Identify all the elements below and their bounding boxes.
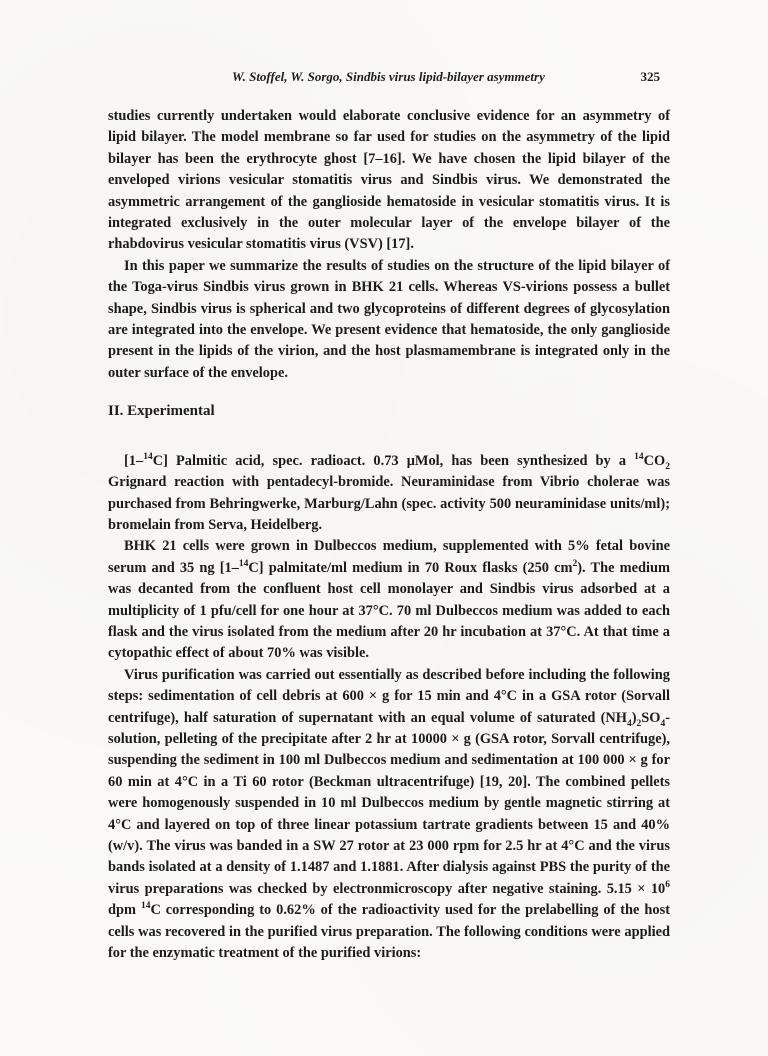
body-text	[108, 106, 670, 964]
running-title: W. Stoffel, W. Sorgo, Sindbis virus lipid-bilayer asymmetry	[232, 69, 545, 84]
spacer	[108, 439, 670, 451]
intro-paragraph-2: In this paper we summarize the results of studies on the structure of the lipid bilayer of the Toga-virus Sindbis virus grown in BHK 21 cells. Whereas VS-virions possess a bullet shape, Sindbis virus is spherical and two glycoproteins of different degrees of glycosylation are integrated into the envelope. We present evidence that hematoside, the only ganglioside present in the lipids of the virion, and the host plasmamembrane is integrated only in the outer surface of the envelope.	[108, 257, 670, 381]
page-header	[232, 69, 660, 89]
section-heading: II. Experimental	[108, 403, 215, 420]
experimental-paragraph-2: BHK 21 cells were grown in Dulbeccos medium, supplemented with 5% fetal bovine serum and 35 ng [1–$^{14}$C] palmitate/ml medium in 70 Roux flasks (250 $cm^2$). The medium was decanted from the confluent host cell monolayer and Sindbis virus adsorbed at a multiplicity of 1 pfu/cell for one hour at 37°C. 70 ml Dulbeccos medium was added to each flask and the virus isolated from the medium after 20 hr incubation at 37°C. At that time a cytopathic effect of about 70% was visible.	[108, 538, 670, 662]
experimental-paragraph-1: [1–$^{14}$C] Palmitic acid, spec. radioact. 0.73 μMol, has been synthesized by a $^{14}CO_2$ Grignard reaction with pentadecyl-bromide. Neuraminidase from Vibrio cholerae was purchased from Behringwerke, Marburg/Lahn (spec. activity 500 neuraminidase units/ml); bromelain from Serva, Heidelberg.	[108, 451, 670, 533]
experimental-paragraph-3: Virus purification was carried out essentially as described before including the following steps: sedimentation of cell debris at 600 × g for 15 min and 4°C in a GSA rotor (Sorvall centrifuge), half saturation of supernatant with an equal volume of saturated $(NH_4)_2SO_4$-solution, pelleting of the precipitate after 2 hr at 10000 × g (GSA rotor, Sorvall centrifuge), suspending the sediment in 100 ml Dulbeccos medium and sedimentation at 100 000 × g for 60 min at 4°C in a Ti 60 rotor (Beckman ultracentrifuge) [19, 20]. The combined pellets were homogenously suspended in 10 ml Dulbeccos medium by gentle magnetic stirring at 4°C and layered on top of three linear potassium tartrate gradients between 15 and 40% (w/v). The virus was banded in a SW 27 rotor at 23 000 rpm for 2.5 hr at 4°C and the virus bands isolated at a density of 1.1487 and 1.1881. After dialysis against PBS the purity of the virus preparations was checked by electronmicroscopy after negative staining. $5.15 \times 10^6$ dpm $^{14}$C corresponding to 0.62% of the radioactivity used for the prelabelling of the host cells was recovered in the purified virus preparation. The following conditions were applied for the enzymatic treatment of the purified virions:	[108, 666, 670, 962]
intro-paragraph-1: studies currently undertaken would elaborate conclusive evidence for an asymmetry of lipid bilayer. The model membrane so far used for studies on the asymmetry of the lipid bilayer has been the erythrocyte ghost [7–16]. We have chosen the lipid bilayer of the enveloped virions vesicular stomatitis virus and Sindbis virus. We demonstrated the asymmetric arrangement of the ganglioside hematoside in vesicular stomatitis virus. It is integrated exclusively in the outer molecular layer of the envelope bilayer of the rhabdovirus vesicular stomatitis virus (VSV) [17].	[108, 108, 670, 253]
page-number: 325	[640, 69, 660, 84]
